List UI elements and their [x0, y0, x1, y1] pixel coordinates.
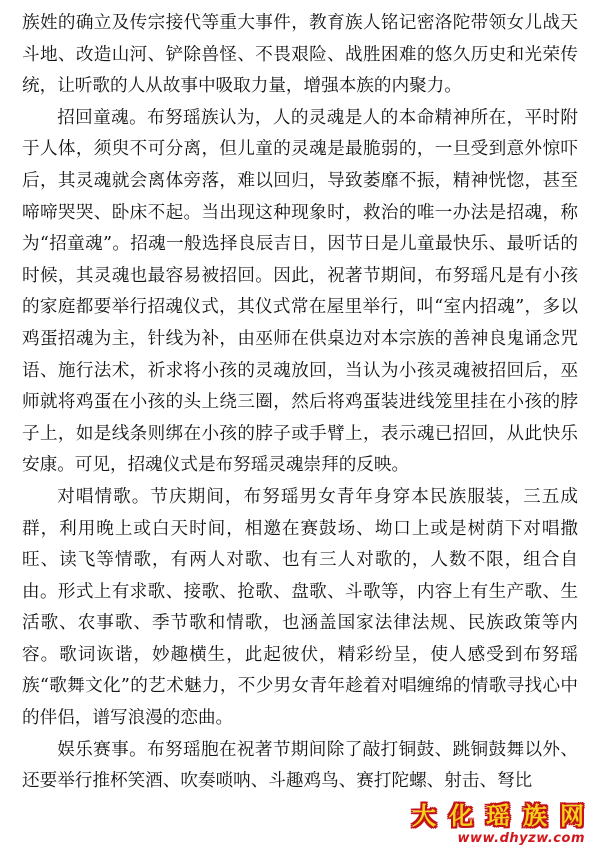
paragraph-zhaohui-tonghun: 招回童魂。布努瑶族认为，人的灵魂是人的本命精神所在，平时附于人体，须臾不可分离，但儿童的灵魂是最脆弱的，一旦受到意外惊吓后，其灵魂就会离体旁落，难以回归，导致萎靡不振，精神恍惚，甚至啼啼哭哭、卧床不起。当出现这种现象时，救治的唯一办法是招魂，称为“招童魂”。招魂一般选择良辰吉日，因节日是儿童最快乐、最听话的时候，其灵魂也最容易被招回。因此，祝著节期间，布努瑶凡是有小孩的家庭都要举行招魂仪式，其仪式常在屋里举行，叫“室内招魂”，多以鸡蛋招魂为主，针线为补，由巫师在供桌边对本宗族的善神良鬼诵念咒语、施行法术，祈求将小孩的灵魂放回，当认为小孩灵魂被招回后，巫师就将鸡蛋在小孩的头上绕三圈，然后将鸡蛋装进线笼里挂在小孩的脖子上，如是线条则绑在小孩的脖子或手臂上，表示魂已招回，从此快乐安康。可见，招魂仪式是布努瑶灵魂崇拜的反映。 [22, 107, 578, 476]
watermark-char: 瑶 [486, 802, 510, 830]
site-watermark-logo [399, 802, 589, 846]
watermark-char: 网 [560, 802, 584, 830]
paragraph-duichang-qingge: 对唱情歌。节庆期间，布努瑶男女青年身穿本民族服装，三五成群，利用晚上或白天时间，相邀在赛鼓场、坳口上或是树荫下对唱撒旺、读飞等情歌，有两人对歌、也有三人对歌的，人数不限，组合自由。形式上有求歌、接歌、抢歌、盘歌、斗歌等，内容上有生产歌、生活歌、农事歌、季节歌和情歌，也涵盖国家法律法规、民族政策等内容。歌词诙谐，妙趣横生，此起彼伏，精彩纷呈，使人感受到布努瑶族“歌舞文化”的艺术魅力，不少男女青年趁着对唱缠绵的情歌寻找心中的伴侣，谱写浪漫的恋曲。 [22, 486, 578, 729]
watermark-char: 大 [412, 802, 436, 830]
watermark-char: 化 [449, 802, 473, 830]
watermark-url: www.dhyzw.com [457, 831, 585, 846]
article-body [22, 8, 578, 798]
paragraph-continuation: 族姓的确立及传宗接代等重大事件，教育族人铭记密洛陀带领女儿战天斗地、改造山河、铲除兽怪、不畏艰险、战胜困难的悠久历史和光荣传统，让听歌的人从故事中吸取力量，增强本族的内聚力。 [22, 13, 578, 97]
watermark-title [407, 802, 589, 830]
paragraph-yule-saishi: 娱乐赛事。布努瑶胞在祝著节期间除了敲打铜鼓、跳铜鼓舞以外、还要举行推杯笑酒、吹奏唢呐、斗趣鸡鸟、赛打陀螺、射击、弩比 [22, 739, 578, 792]
watermark-char: 族 [523, 802, 547, 830]
